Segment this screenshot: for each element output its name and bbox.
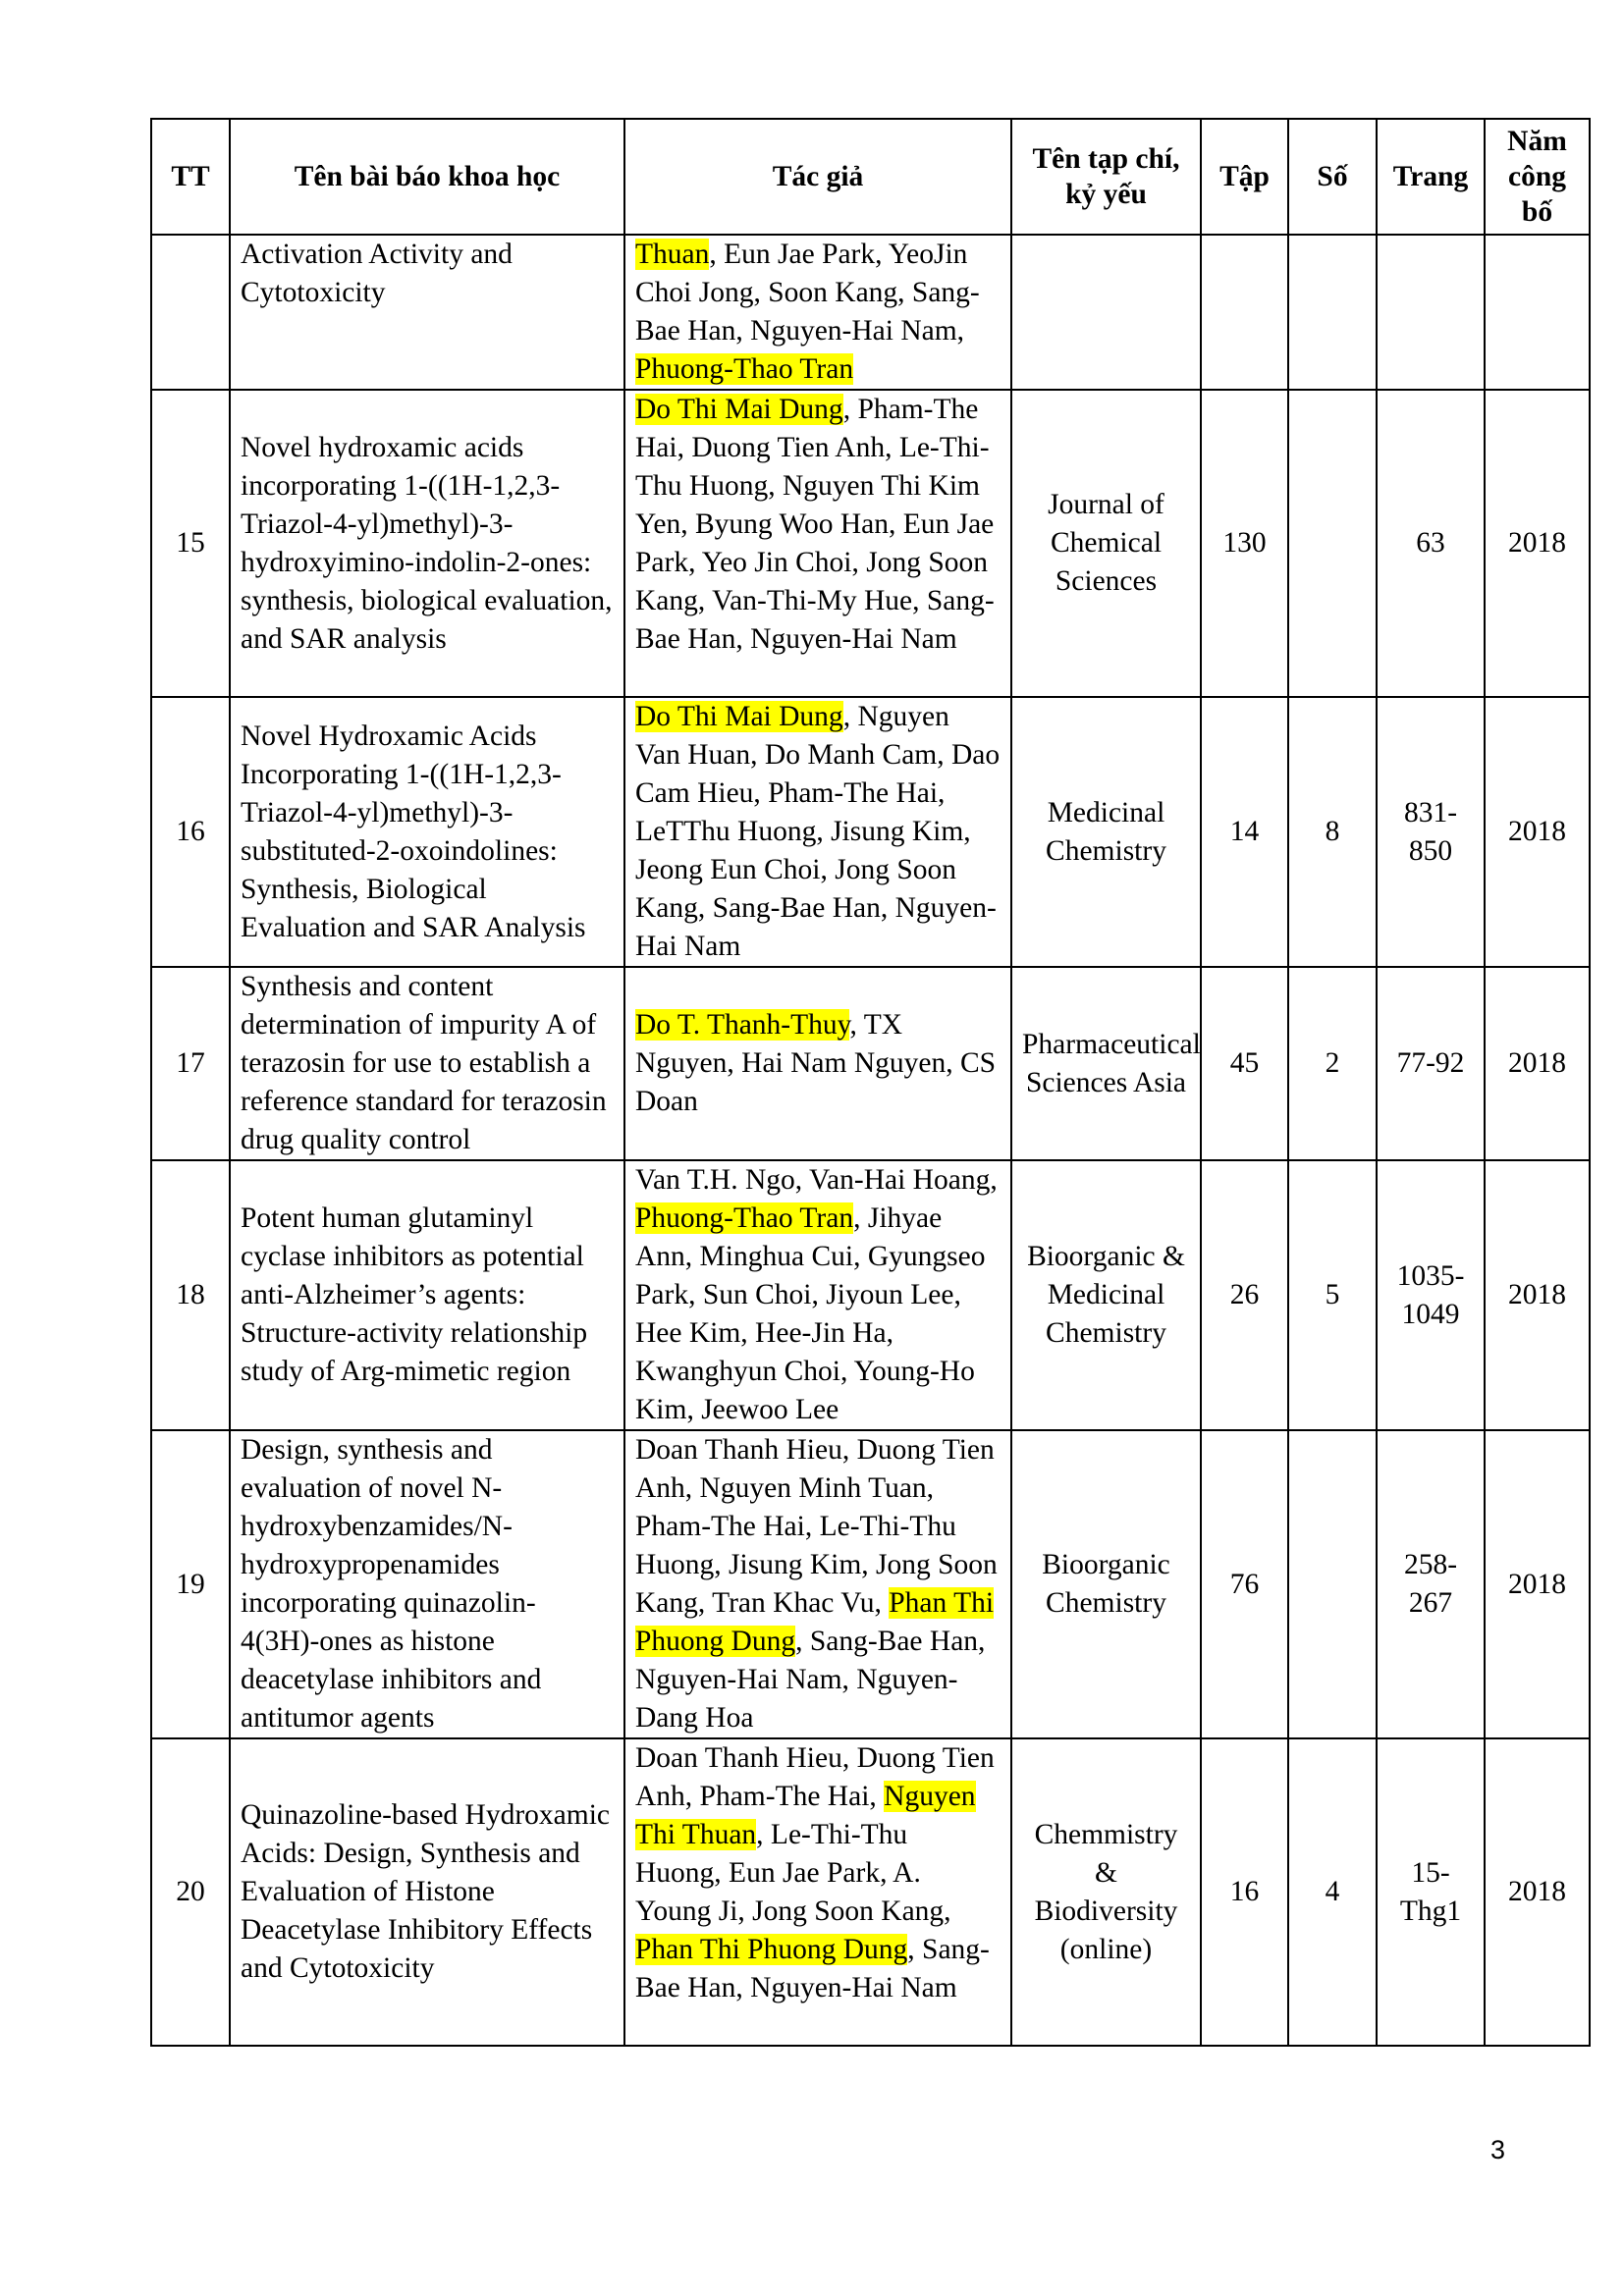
author-text: , Eun Jae Park, YeoJin Choi Jong, Soon Kang, Sang-Bae Han, Nguyen-Hai Nam,: [635, 239, 980, 347]
cell-authors: [624, 235, 1011, 390]
cell-issue: 4: [1288, 1738, 1377, 2046]
cell-issue: [1288, 390, 1377, 697]
cell-pages: 15-Thg1: [1377, 1738, 1485, 2046]
cell-journal: Journal of Chemical Sciences: [1011, 390, 1201, 697]
cell-title: Novel Hydroxamic Acids Incorporating 1-((1H-1,2,3-Triazol-4-yl)methyl)-3-substituted-2-oxoindolines: Synthesis, Biological Evaluation and SAR Analysis: [230, 697, 624, 967]
table-row: [151, 235, 1590, 390]
cell-issue: 2: [1288, 967, 1377, 1160]
cell-issue: 8: [1288, 697, 1377, 967]
cell-pages: [1377, 235, 1485, 390]
cell-volume: 45: [1201, 967, 1288, 1160]
cell-year: 2018: [1485, 390, 1590, 697]
cell-year: 2018: [1485, 1160, 1590, 1430]
cell-year: 2018: [1485, 967, 1590, 1160]
cell-year: 2018: [1485, 1738, 1590, 2046]
cell-journal: Chemmistry & Biodiversity (online): [1011, 1738, 1201, 2046]
page-number: 3: [1490, 2135, 1506, 2164]
cell-volume: 16: [1201, 1738, 1288, 2046]
publications-table: [150, 118, 1591, 2047]
author-text: Doan Thanh Hieu, Duong Tien Anh, Nguyen Minh Tuan, Pham-The Hai, Le-Thi-Thu Huong, Jisung Kim, Jong Soon Kang, Tran Khac Vu,: [635, 1434, 998, 1619]
author-text: Doan Thanh Hieu, Duong Tien Anh, Pham-The Hai,: [635, 1742, 995, 1812]
header-issue: Số: [1288, 119, 1377, 235]
table-row: [151, 697, 1590, 967]
cell-authors: [624, 1160, 1011, 1430]
table-row: [151, 1430, 1590, 1738]
cell-issue: [1288, 235, 1377, 390]
table-header-row: [151, 119, 1590, 235]
author-highlighted: Phuong-Thao Tran: [635, 353, 854, 385]
cell-pages: 831-850: [1377, 697, 1485, 967]
cell-year: 2018: [1485, 697, 1590, 967]
header-tt: TT: [151, 119, 230, 235]
author-highlighted: Do T. Thanh-Thuy: [635, 1009, 850, 1041]
cell-volume: 130: [1201, 390, 1288, 697]
author-text: , Sang-Bae Han, Nguyen-Hai Nam, Nguyen-Dang Hoa: [635, 1626, 986, 1734]
author-highlighted: Thuan: [635, 239, 710, 270]
cell-journal: Bioorganic Chemistry: [1011, 1430, 1201, 1738]
cell-authors: [624, 1738, 1011, 2046]
cell-title: Novel hydroxamic acids incorporating 1-((1H-1,2,3-Triazol-4-yl)methyl)-3-hydroxyimino-indolin-2-ones: synthesis, biological evaluation, and SAR analysis: [230, 390, 624, 697]
cell-title: Activation Activity and Cytotoxicity: [230, 235, 624, 390]
table-row: [151, 390, 1590, 697]
cell-year: 2018: [1485, 1430, 1590, 1738]
author-text: Van T.H. Ngo, Van-Hai Hoang,: [635, 1164, 998, 1196]
cell-issue: [1288, 1430, 1377, 1738]
cell-journal: [1011, 235, 1201, 390]
cell-tt: [151, 235, 230, 390]
cell-authors: [624, 967, 1011, 1160]
cell-tt: 16: [151, 697, 230, 967]
cell-title: Design, synthesis and evaluation of novel N-hydroxybenzamides/N-hydroxypropenamides incorporating quinazolin-4(3H)-ones as histone deacetylase inhibitors and antitumor agents: [230, 1430, 624, 1738]
cell-tt: 19: [151, 1430, 230, 1738]
cell-journal: Bioorganic & Medicinal Chemistry: [1011, 1160, 1201, 1430]
cell-pages: 258-267: [1377, 1430, 1485, 1738]
cell-tt: 18: [151, 1160, 230, 1430]
cell-tt: 15: [151, 390, 230, 697]
cell-year: [1485, 235, 1590, 390]
header-pages: Trang: [1377, 119, 1485, 235]
cell-volume: 76: [1201, 1430, 1288, 1738]
cell-pages: 63: [1377, 390, 1485, 697]
cell-tt: 17: [151, 967, 230, 1160]
author-highlighted: Phan Thi Phuong Dung: [635, 1587, 995, 1657]
author-highlighted: Phuong-Thao Tran: [635, 1202, 854, 1234]
author-highlighted: Phan Thi Phuong Dung: [635, 1934, 908, 1965]
cell-authors: [624, 697, 1011, 967]
author-text: , Nguyen Van Huan, Do Manh Cam, Dao Cam Hieu, Pham-The Hai, LeTThu Huong, Jisung Kim, Jeong Eun Choi, Jong Soon Kang, Sang-Bae Han, Nguyen-Hai Nam: [635, 701, 1001, 962]
cell-journal: Medicinal Chemistry: [1011, 697, 1201, 967]
cell-volume: 14: [1201, 697, 1288, 967]
cell-journal: Pharmaceutical Sciences Asia: [1011, 967, 1201, 1160]
author-text: , TX Nguyen, Hai Nam Nguyen, CS Doan: [635, 1009, 997, 1117]
cell-pages: 77-92: [1377, 967, 1485, 1160]
cell-volume: [1201, 235, 1288, 390]
cell-authors: [624, 390, 1011, 697]
header-authors: Tác giả: [624, 119, 1011, 235]
author-text: , Jihyae Ann, Minghua Cui, Gyungseo Park, Sun Choi, Jiyoun Lee, Hee Kim, Hee-Jin Ha, Kwanghyun Choi, Young-Ho Kim, Jeewoo Lee: [635, 1202, 986, 1425]
author-text: , Le-Thi-Thu Huong, Eun Jae Park, A. Young Ji, Jong Soon Kang,: [635, 1819, 951, 1927]
table-row: [151, 1738, 1590, 2046]
header-journal: Tên tạp chí, kỷ yếu: [1011, 119, 1201, 235]
cell-issue: 5: [1288, 1160, 1377, 1430]
header-year: Năm công bố: [1485, 119, 1590, 235]
author-highlighted: Do Thi Mai Dung: [635, 701, 843, 732]
header-volume: Tập: [1201, 119, 1288, 235]
cell-authors: [624, 1430, 1011, 1738]
cell-title: Quinazoline-based Hydroxamic Acids: Design, Synthesis and Evaluation of Histone Deacetylase Inhibitory Effects and Cytotoxicity: [230, 1738, 624, 2046]
cell-volume: 26: [1201, 1160, 1288, 1430]
author-highlighted: Nguyen Thi Thuan: [635, 1781, 976, 1850]
cell-pages: 1035-1049: [1377, 1160, 1485, 1430]
cell-title: Potent human glutaminyl cyclase inhibitors as potential anti-Alzheimer’s agents: Structure-activity relationship study of Arg-mimetic region: [230, 1160, 624, 1430]
author-text: , Pham-The Hai, Duong Tien Anh, Le-Thi-Thu Huong, Nguyen Thi Kim Yen, Byung Woo Han, Eun Jae Park, Yeo Jin Choi, Jong Soon Kang, Van-Thi-My Hue, Sang-Bae Han, Nguyen-Hai Nam: [635, 394, 995, 655]
cell-tt: 20: [151, 1738, 230, 2046]
header-title: Tên bài báo khoa học: [230, 119, 624, 235]
author-text: , Sang-Bae Han, Nguyen-Hai Nam: [635, 1934, 990, 2003]
author-highlighted: Do Thi Mai Dung: [635, 394, 843, 425]
table-row: [151, 1160, 1590, 1430]
table-row: [151, 967, 1590, 1160]
cell-title: Synthesis and content determination of impurity A of terazosin for use to establish a reference standard for terazosin drug quality control: [230, 967, 624, 1160]
